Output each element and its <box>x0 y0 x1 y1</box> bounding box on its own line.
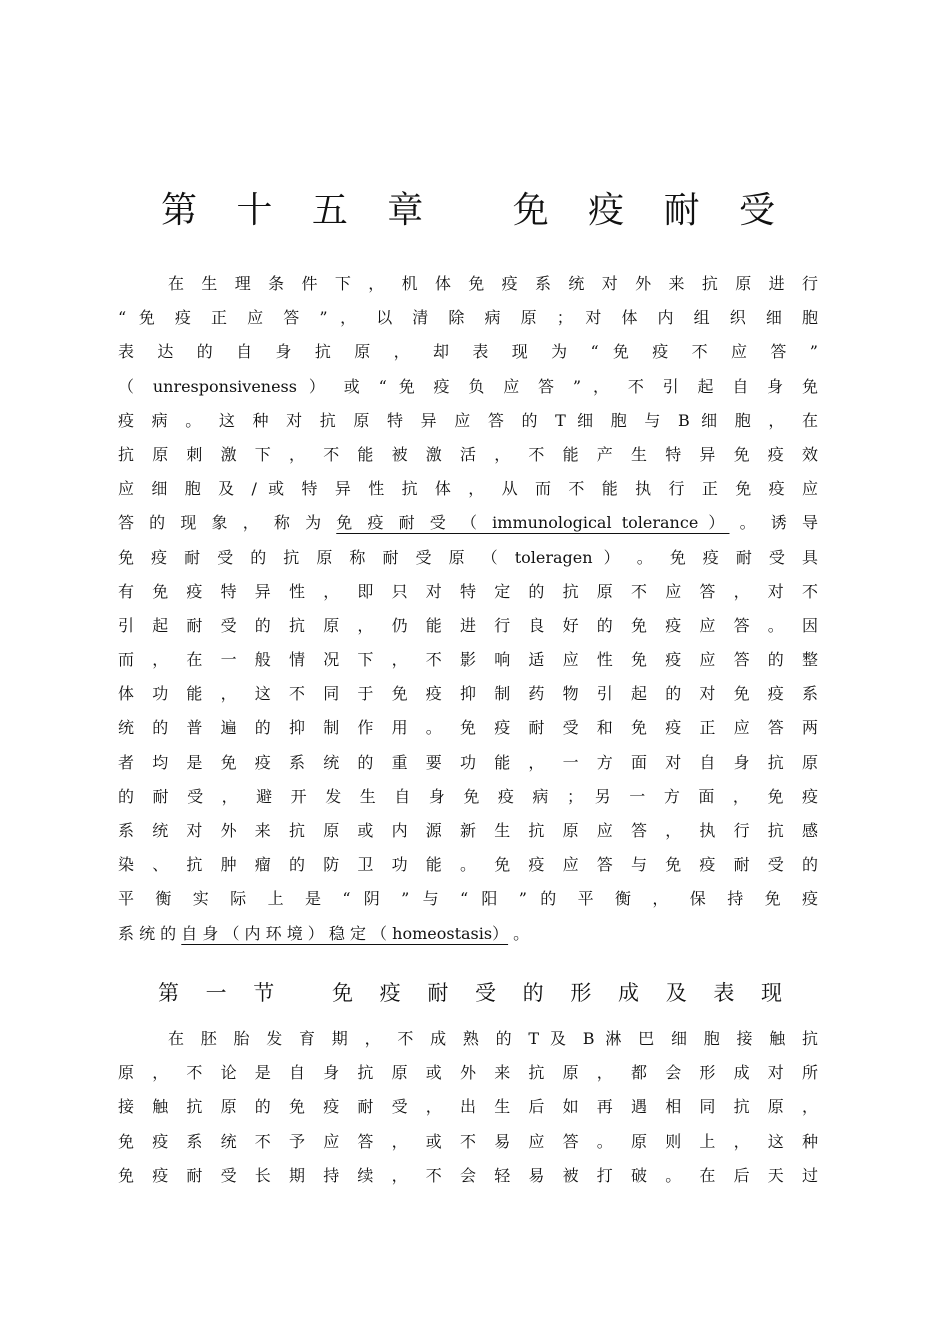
text-fragment: 。 诱 导 <box>739 513 818 533</box>
text-fragment: 答 的 现 象 ， 称 为 <box>118 513 327 533</box>
text-fragment: 。 <box>513 923 530 943</box>
text-line: “ 免 疫 正 应 答 ” ， 以 清 除 病 原 ； 对 体 内 组 织 细 胞 <box>118 308 818 328</box>
section-title: 第 一 节 免 疫 耐 受 的 形 成 及 表 现 <box>157 981 793 1005</box>
text-line: 平 衡 实 际 上 是 “ 阴 ” 与 “ 阳 ” 的 平 衡 ， 保 持 免 疫 <box>118 889 818 909</box>
text-line <box>118 506 818 540</box>
text-line: 抗 原 刺 激 下 ， 不 能 被 激 活 ， 不 能 产 生 特 异 免 疫 效 <box>118 444 818 464</box>
term-homeostasis: 自 身 （ 内 环 境 ） 稳 定 （ homeostasis） <box>181 923 509 943</box>
text-line: 染 、 抗 肿 瘤 的 防 卫 功 能 。 免 疫 应 答 与 免 疫 耐 受 的 <box>118 855 818 875</box>
section-paragraph <box>118 1022 818 1193</box>
text-line: 免 疫 耐 受 长 期 持 续 ， 不 会 轻 易 被 打 破 。 在 后 天 过 <box>118 1165 818 1185</box>
text-line: 应 细 胞 及 / 或 特 异 性 抗 体 ， 从 而 不 能 执 行 正 免 疫 应 <box>118 479 818 499</box>
text-line: 表 达 的 自 身 抗 原 ， 却 表 现 为 “ 免 疫 不 应 答 ” <box>118 342 818 362</box>
text-line <box>118 917 818 951</box>
text-line: 系 统 对 外 来 抗 原 或 内 源 新 生 抗 原 应 答 ， 执 行 抗 感 <box>118 821 818 840</box>
text-fragment: 系 统 的 <box>118 923 177 943</box>
text-line: 免 疫 耐 受 的 抗 原 称 耐 受 原 （ toleragen ） 。 免 疫 耐 受 具 <box>118 547 818 567</box>
text-line: （ unresponsiveness ） 或 “ 免 疫 负 应 答 ” ， 不 引 起 自 身 免 <box>118 376 818 396</box>
text-line: 在 生 理 条 件 下 ， 机 体 免 疫 系 统 对 外 来 抗 原 进 行 <box>168 274 818 293</box>
text-line: 者 均 是 免 疫 系 统 的 重 要 功 能 ， 一 方 面 对 自 身 抗 原 <box>118 752 818 772</box>
chapter-title: 第 十 五 章 免 疫 耐 受 <box>160 190 790 231</box>
text-line: 接 触 抗 原 的 免 疫 耐 受 ， 出 生 后 如 再 遇 相 同 抗 原 ， <box>118 1097 818 1117</box>
text-line: 的 耐 受 ， 避 开 发 生 自 身 免 疫 病 ； 另 一 方 面 ， 免 疫 <box>118 786 818 806</box>
text-line: 体 功 能 ， 这 不 同 于 免 疫 抑 制 药 物 引 起 的 对 免 疫 系 <box>118 684 818 704</box>
term-immunological-tolerance: 免 疫 耐 受 （ immunological tolerance ） <box>336 513 730 533</box>
text-line: 原 ， 不 论 是 自 身 抗 原 或 外 来 抗 原 ， 都 会 形 成 对 所 <box>118 1063 818 1083</box>
text-line: 疫 病 。 这 种 对 抗 原 特 异 应 答 的 T 细 胞 与 B 细 胞 ， 在 <box>118 410 818 430</box>
text-line: 在 胚 胎 发 育 期 ， 不 成 熟 的 T 及 B 淋 巴 细 胞 接 触 抗 <box>168 1029 818 1048</box>
intro-paragraph <box>118 267 818 951</box>
text-line: 有 免 疫 特 异 性 ， 即 只 对 特 定 的 抗 原 不 应 答 ， 对 不 <box>118 581 818 601</box>
text-line: 引 起 耐 受 的 抗 原 ， 仍 能 进 行 良 好 的 免 疫 应 答 。 因 <box>118 615 818 635</box>
text-line: 免 疫 系 统 不 予 应 答 ， 或 不 易 应 答 。 原 则 上 ， 这 种 <box>118 1131 818 1151</box>
text-line: 而 ， 在 一 般 情 况 下 ， 不 影 响 适 应 性 免 疫 应 答 的 整 <box>118 650 818 670</box>
text-line: 统 的 普 遍 的 抑 制 作 用 。 免 疫 耐 受 和 免 疫 正 应 答 两 <box>118 718 818 738</box>
